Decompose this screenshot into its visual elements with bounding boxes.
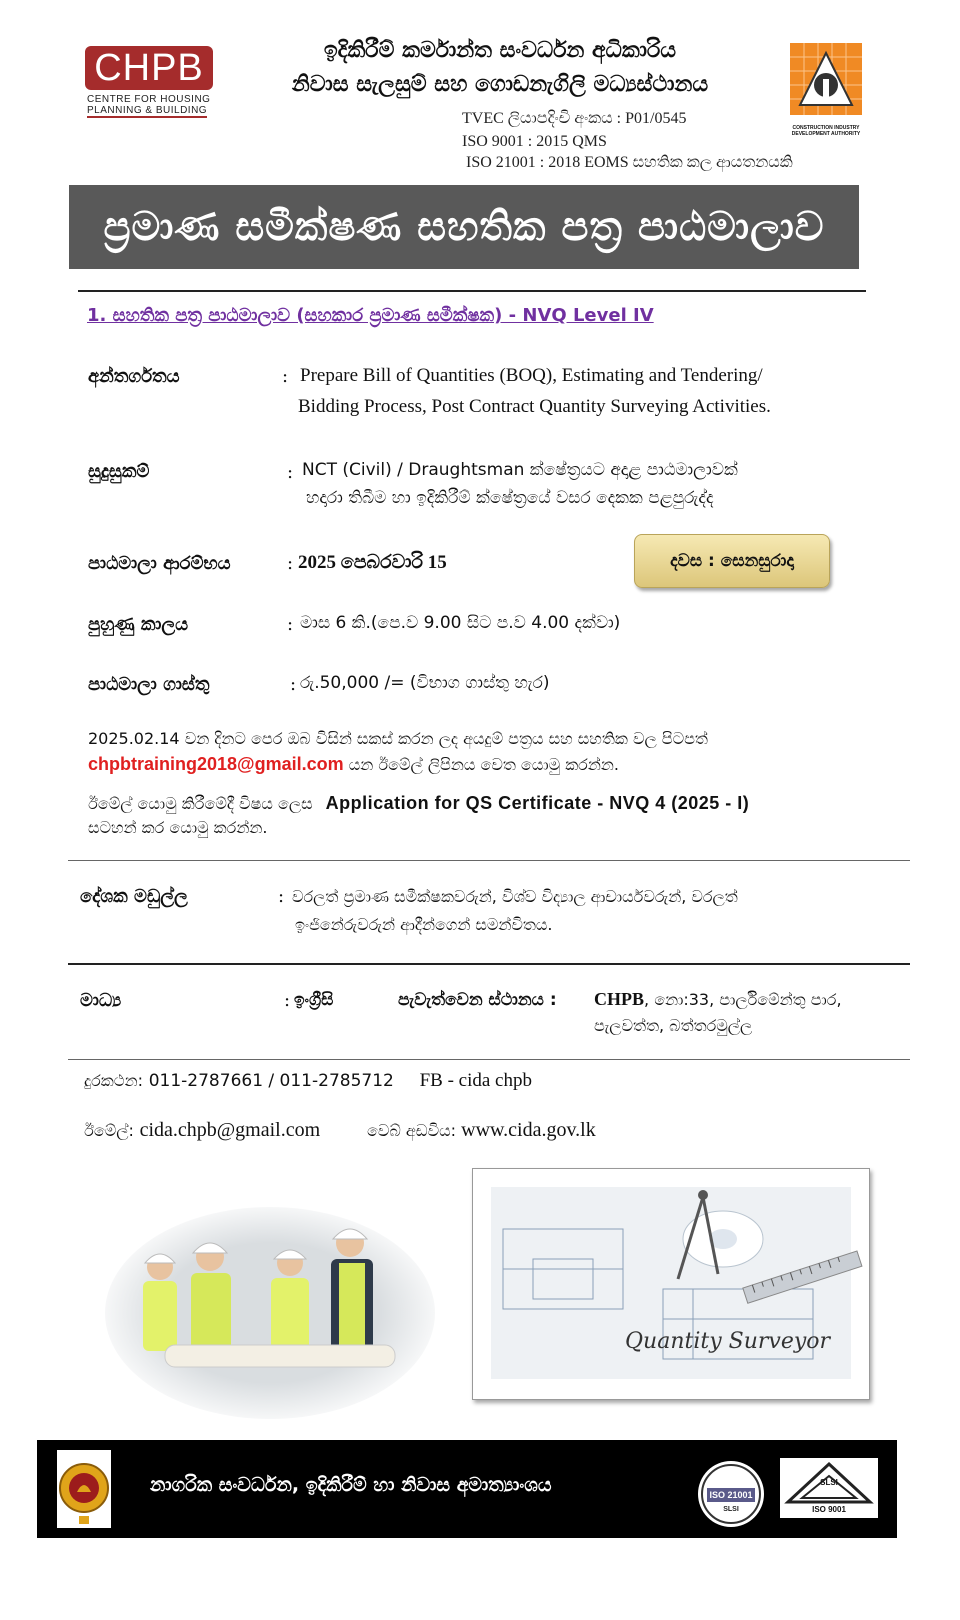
day-badge: දවස : සෙනසුරාදා <box>634 534 830 588</box>
slsi-text: SLSI <box>820 1478 838 1487</box>
iso-9001-line: ISO 9001 : 2015 QMS <box>462 133 607 150</box>
colon: : <box>287 614 294 635</box>
colon: : <box>287 553 294 574</box>
venue-name: CHPB <box>594 989 645 1009</box>
fee-label: පාඨමාලා ගාස්තු <box>88 674 210 695</box>
email-label: ඊමේල්: <box>84 1121 134 1140</box>
panel-label: දේශක මඩුල්ල <box>80 886 188 907</box>
divider <box>68 963 910 965</box>
contact-email[interactable]: cida.chpb@gmail.com <box>139 1119 321 1141</box>
medium-label: මාධ්‍ය <box>80 990 122 1011</box>
cida-logo-icon <box>790 43 862 121</box>
duration-label: පුහුණු කාලය <box>88 614 189 635</box>
email-subject: Application for QS Certificate - NVQ 4 (2025 - I) <box>325 793 750 813</box>
cida-logo <box>790 43 862 137</box>
iso-21001-slsi: SLSI <box>723 1506 739 1513</box>
iso-21001-badge <box>697 1460 765 1528</box>
iso-21001-line: ISO 21001 : 2018 EOMS සහතික කල ආයතනයකි <box>466 154 793 171</box>
content-line1: Prepare Bill of Quantities (BOQ), Estimating and Tendering/ <box>300 365 763 386</box>
cida-logo-text <box>790 125 862 137</box>
instruction-line3 <box>88 793 749 814</box>
blueprint-illustration <box>473 1169 869 1399</box>
workers-photo <box>105 1205 435 1420</box>
iso-9001-text: ISO 9001 <box>812 1505 846 1514</box>
org-name-line1: ඉදිකිරීම් කර්මාන්ත සංවර්ධන අධිකාරිය <box>323 38 677 63</box>
chpb-logo-subtitle <box>87 94 217 118</box>
workers-illustration <box>105 1205 435 1420</box>
course-heading: 1. සහතික පත්‍ර පාඨමාලාව (සහකාර ප්‍රමාණ සමීක්ෂක) - NVQ Level IV <box>87 305 654 326</box>
divider <box>68 1059 910 1060</box>
iso-21001-text: ISO 21001 <box>709 1490 753 1500</box>
email-row <box>84 1119 320 1142</box>
quantity-surveyor-image <box>472 1168 870 1400</box>
colon: : <box>284 990 291 1011</box>
chpb-logo <box>85 46 215 121</box>
qualifications-label: සුදුසුකම් <box>88 461 150 482</box>
chpb-logo-sub-2: PLANNING & BUILDING <box>87 105 208 116</box>
tvec-registration: TVEC ලියාපදිංචි අංකය : P01/0545 <box>462 110 687 127</box>
instruction-line2-suffix: යන ඊමේල් ලිපිනය වෙත යොමු කරන්න. <box>348 755 619 774</box>
web-label: වෙබ් අඩවිය: <box>367 1121 457 1140</box>
phone-row <box>84 1070 532 1092</box>
instruction-line2 <box>88 754 619 775</box>
instruction-line1: 2025.02.14 වන දිනට පෙර ඔබ විසින් සකස් කරන ලද අයදුම් පත්‍රය සහ සහතික වල පිටපත් <box>88 729 708 748</box>
divider <box>78 290 866 292</box>
duration-value: මාස 6 කි.(පෙ.ව 9.00 සිට ප.ව 4.00 දක්වා) <box>300 613 621 633</box>
medium-value: ඉංග්‍රීසි <box>294 990 334 1010</box>
cida-text-1: CONSTRUCTION INDUSTRY <box>792 125 860 131</box>
iso-9001-badge <box>780 1458 878 1518</box>
content-label: අන්තර්ගතය <box>88 366 180 387</box>
colon: : <box>287 462 294 483</box>
website-link[interactable]: www.cida.gov.lk <box>461 1119 596 1141</box>
start-date: 2025 පෙබරවාරි 15 <box>298 552 447 573</box>
divider <box>68 860 910 861</box>
sri-lanka-emblem <box>57 1450 111 1528</box>
qualifications-line2: හදාරා තිබීම හා ඉදිකිරීම් ක්ෂේත්‍රයේ වසර දෙකක පළපුරුද්ද <box>306 488 714 508</box>
submission-email[interactable]: chpbtraining2018@gmail.com <box>88 754 344 774</box>
qualifications-line1: NCT (Civil) / Draughtsman ක්ෂේත්‍රයට අදාළ පාඨමාලාවක් <box>302 460 738 480</box>
instruction-line3-prefix: ඊමේල් යොමු කිරීමේදී විෂය ලෙස <box>88 794 313 813</box>
colon: : <box>290 674 297 695</box>
cida-text-2: DEVELOPMENT AUTHORITY <box>791 131 861 137</box>
start-label: පාඨමාලා ආරම්භය <box>88 553 231 574</box>
national-emblem-icon <box>57 1450 111 1528</box>
ministry-name: නාගරික සංවර්ධන, ඉදිකිරීම් හා නිවාස අමාත්‍යාංශය <box>150 1474 552 1496</box>
instruction-line4: සටහන් කර යොමු කරන්න. <box>88 818 268 837</box>
venue-address-1: , නො:33, පාර්ලිමේන්තු පාර, <box>644 990 842 1009</box>
panel-line1: වරලත් ප්‍රමාණ සමීක්ෂකවරුන්, විශ්ව විද්‍යාල ආචාර්යවරුන්, වරලත් <box>292 887 738 906</box>
page-title: ප්‍රමාණ සමීක්ෂණ සහතික පත්‍ර පාඨමාලාව <box>69 185 859 269</box>
chpb-logo-sub-1: CENTRE FOR HOUSING <box>87 94 211 105</box>
panel-line2: ඉංජිනේරුවරුන් ආදීන්ගෙන් සමන්විතය. <box>295 915 553 934</box>
venue-line1 <box>594 989 842 1010</box>
chpb-logo-mark: CHPB <box>85 46 213 90</box>
phone-label: දුරකථන: <box>84 1071 143 1090</box>
fee-value: රු.50,000 /= (විභාග ගාස්තු හැර) <box>300 673 550 693</box>
colon: : <box>278 886 285 907</box>
colon: : <box>282 366 289 387</box>
org-name-line2: නිවාස සැලසුම් සහ ගොඩනැගිලි මධ්‍යස්ථානය <box>291 72 709 97</box>
content-line2: Bidding Process, Post Contract Quantity Surveying Activities. <box>298 396 771 417</box>
web-row <box>367 1119 596 1142</box>
phone-numbers: 011-2787661 / 011-2785712 <box>148 1071 394 1091</box>
facebook-link[interactable]: FB - cida chpb <box>419 1070 532 1091</box>
venue-label: පැවැත්වෙන ස්ථානය : <box>398 990 557 1010</box>
venue-address-2: පැලවත්ත, බත්තරමුල්ල <box>594 1016 753 1035</box>
qs-caption: Quantity Surveyor <box>625 1329 831 1354</box>
